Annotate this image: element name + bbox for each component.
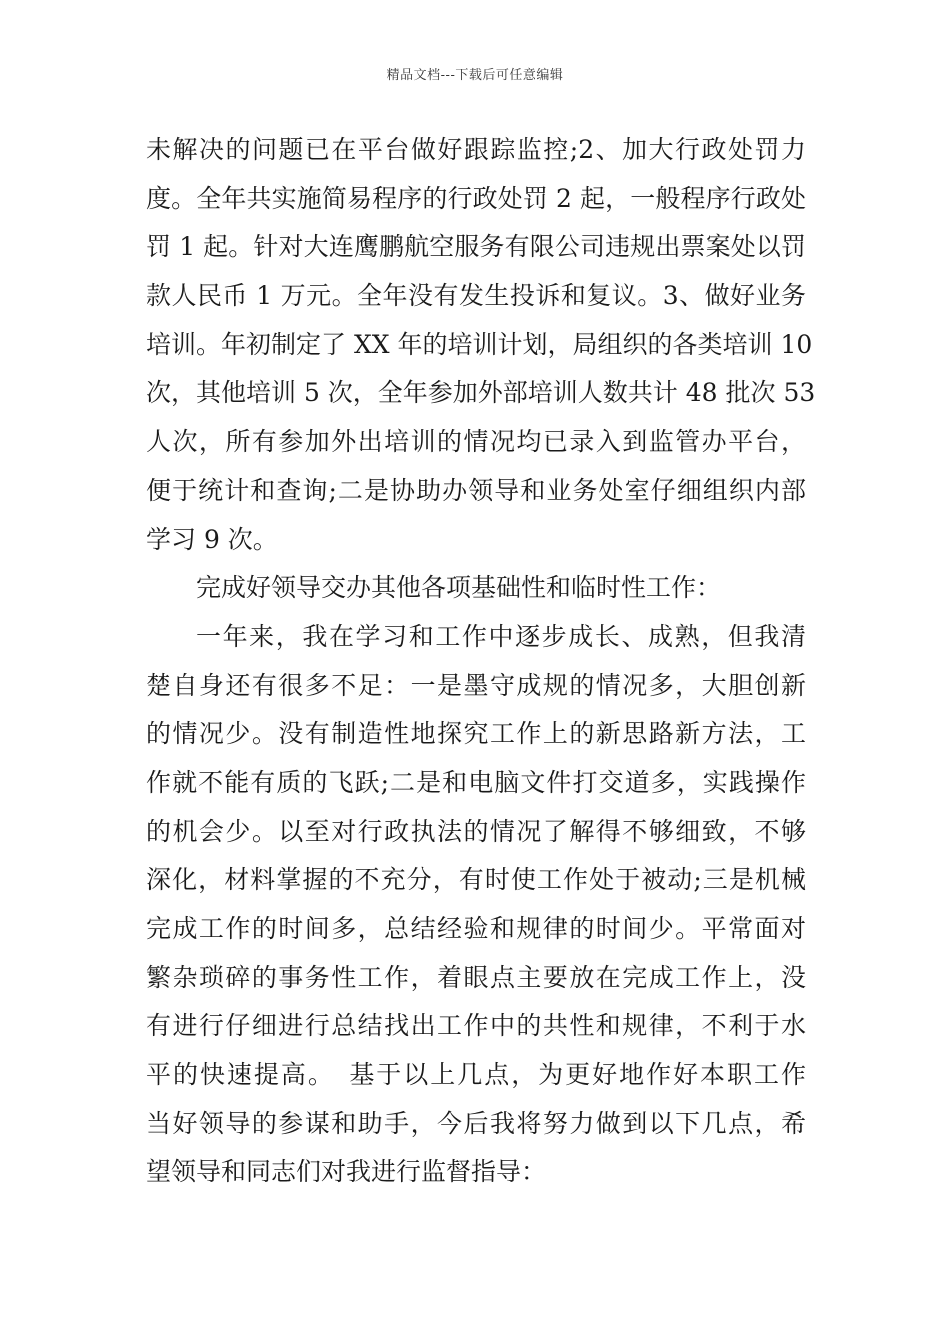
text-line: 作就不能有质的飞跃;二是和电脑文件打交道多，实践操作: [146, 767, 806, 797]
text-line: 培训。年初制定了 XX 年的培训计划，局组织的各类培训 10: [146, 329, 813, 359]
text-line: 当好领导的参谋和助手，今后我将努力做到以下几点，希: [146, 1108, 806, 1138]
text-line: 有进行仔细进行总结找出工作中的共性和规律，不利于水: [146, 1011, 806, 1041]
text-line: 罚 1 起。针对大连鹰鹏航空服务有限公司违规出票案处以罚: [146, 232, 806, 262]
text-line: 款人民币 1 万元。全年没有发生投诉和复议。3、做好业务: [146, 281, 806, 311]
text-line: 繁杂琐碎的事务性工作，着眼点主要放在完成工作上，没: [146, 962, 806, 992]
text-line: 未解决的问题已在平台做好跟踪监控;2、加大行政处罚力: [146, 135, 806, 164]
text-line: 的情况少。没有制造性地探究工作上的新思路新方法，工: [146, 719, 806, 749]
text-line: 次，其他培训 5 次，全年参加外部培训人数共计 48 批次 53: [146, 378, 816, 408]
text-line: 度。全年共实施简易程序的行政处罚 2 起，一般程序行政处: [146, 183, 806, 213]
text-line: 人次，所有参加外出培训的情况均已录入到监管办平台，: [146, 427, 806, 457]
text-line: 完成工作的时间多，总结经验和规律的时间少。平常面对: [146, 914, 806, 943]
page-header: 精品文档---下载后可任意编辑: [386, 68, 564, 83]
text-line: 的机会少。以至对行政执法的情况了解得不够细致，不够: [146, 816, 806, 846]
text-line: 楚自身还有很多不足：一是墨守成规的情况多，大胆创新: [146, 670, 806, 700]
text-line: 深化，材料掌握的不充分，有时使工作处于被动;三是机械: [146, 865, 806, 895]
text-line: 平的快速提高。 基于以上几点，为更好地作好本职工作: [146, 1060, 806, 1090]
body-text: [146, 126, 816, 1197]
text-line: 便于统计和查询;二是协助办领导和业务处室仔细组织内部: [146, 475, 806, 505]
text-line: 一年来，我在学习和工作中逐步成长、成熟，但我清: [196, 621, 806, 651]
text-line: 望领导和同志们对我进行监督指导：: [146, 1157, 547, 1187]
text-line: 完成好领导交办其他各项基础性和临时性工作：: [196, 573, 722, 603]
text-line: 学习 9 次。: [146, 524, 278, 554]
